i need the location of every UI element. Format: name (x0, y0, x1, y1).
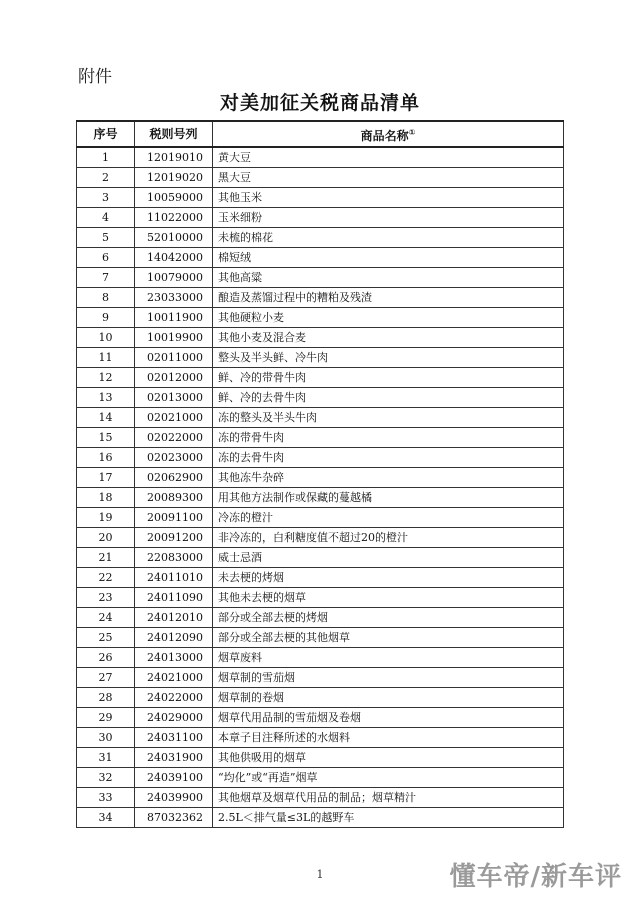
row-goods-name: 未去梗的烤烟 (213, 568, 564, 588)
row-goods-name: 2.5L＜排气量≤3L的越野车 (213, 808, 564, 828)
row-number: 4 (77, 208, 135, 228)
row-goods-name: 冻的带骨牛肉 (213, 428, 564, 448)
row-goods-name: 其他硬粒小麦 (213, 308, 564, 328)
row-number: 5 (77, 228, 135, 248)
row-tariff-code: 24011090 (135, 588, 213, 608)
table-row (77, 588, 564, 608)
table-row (77, 468, 564, 488)
table-row (77, 648, 564, 668)
table-body (77, 147, 564, 828)
table-row (77, 388, 564, 408)
row-tariff-code: 24012090 (135, 628, 213, 648)
row-goods-name: 用其他方法制作或保藏的蔓越橘 (213, 488, 564, 508)
row-number: 14 (77, 408, 135, 428)
row-goods-name: 冻的整头及半头牛肉 (213, 408, 564, 428)
row-tariff-code: 20091100 (135, 508, 213, 528)
row-number: 23 (77, 588, 135, 608)
row-tariff-code: 10019900 (135, 328, 213, 348)
table-row (77, 408, 564, 428)
table-row (77, 508, 564, 528)
row-tariff-code: 10011900 (135, 308, 213, 328)
table-row (77, 528, 564, 548)
annex-label: 附件 (78, 67, 112, 87)
row-tariff-code: 02013000 (135, 388, 213, 408)
row-tariff-code: 23033000 (135, 288, 213, 308)
row-number: 3 (77, 188, 135, 208)
row-number: 6 (77, 248, 135, 268)
row-number: 21 (77, 548, 135, 568)
row-number: 13 (77, 388, 135, 408)
row-tariff-code: 10059000 (135, 188, 213, 208)
row-goods-name: 其他冻牛杂碎 (213, 468, 564, 488)
row-tariff-code: 24022000 (135, 688, 213, 708)
row-tariff-code: 22083000 (135, 548, 213, 568)
table-row (77, 168, 564, 188)
row-goods-name: 烟草代用品制的雪茄烟及卷烟 (213, 708, 564, 728)
row-number: 17 (77, 468, 135, 488)
row-goods-name: 烟草制的卷烟 (213, 688, 564, 708)
table-row (77, 147, 564, 168)
row-number: 25 (77, 628, 135, 648)
row-goods-name: 酿造及蒸馏过程中的糟粕及残渣 (213, 288, 564, 308)
row-tariff-code: 02062900 (135, 468, 213, 488)
table-row (77, 728, 564, 748)
table-row (77, 228, 564, 248)
table-header-row (77, 121, 564, 147)
footnote-marker: ① (408, 127, 416, 137)
row-tariff-code: 02011000 (135, 348, 213, 368)
row-number: 22 (77, 568, 135, 588)
table-row (77, 348, 564, 368)
table-row (77, 448, 564, 468)
row-number: 26 (77, 648, 135, 668)
row-number: 30 (77, 728, 135, 748)
row-tariff-code: 02012000 (135, 368, 213, 388)
watermark: 懂车帝/新车评 (449, 862, 622, 892)
row-goods-name: 玉米细粉 (213, 208, 564, 228)
table-row (77, 488, 564, 508)
row-tariff-code: 12019020 (135, 168, 213, 188)
document-title: 对美加征关税商品清单 (219, 92, 420, 114)
row-tariff-code: 24031100 (135, 728, 213, 748)
row-goods-name: 部分或全部去梗的烤烟 (213, 608, 564, 628)
row-number: 7 (77, 268, 135, 288)
row-goods-name: 其他烟草及烟草代用品的制品；烟草精汁 (213, 788, 564, 808)
table-row (77, 568, 564, 588)
row-goods-name: 鲜、冷的带骨牛肉 (213, 368, 564, 388)
row-tariff-code: 02023000 (135, 448, 213, 468)
table-row (77, 668, 564, 688)
row-number: 16 (77, 448, 135, 468)
table-row (77, 768, 564, 788)
row-tariff-code: 52010000 (135, 228, 213, 248)
table-row (77, 748, 564, 768)
row-goods-name: 整头及半头鲜、冷牛肉 (213, 348, 564, 368)
row-goods-name: 本章子目注释所述的水烟料 (213, 728, 564, 748)
row-tariff-code: 24013000 (135, 648, 213, 668)
row-tariff-code: 87032362 (135, 808, 213, 828)
row-goods-name: 其他玉米 (213, 188, 564, 208)
row-goods-name: 其他未去梗的烟草 (213, 588, 564, 608)
row-goods-name: 黑大豆 (213, 168, 564, 188)
row-goods-name: 烟草废料 (213, 648, 564, 668)
table-row (77, 308, 564, 328)
row-goods-name: 威士忌酒 (213, 548, 564, 568)
table-row (77, 608, 564, 628)
table-row (77, 188, 564, 208)
table-row (77, 248, 564, 268)
row-goods-name: 黄大豆 (213, 147, 564, 168)
row-number: 32 (77, 768, 135, 788)
row-goods-name: 非冷冻的，白利糖度值不超过20的橙汁 (213, 528, 564, 548)
row-number: 8 (77, 288, 135, 308)
row-goods-name: 鲜、冷的去骨牛肉 (213, 388, 564, 408)
row-number: 20 (77, 528, 135, 548)
row-tariff-code: 02021000 (135, 408, 213, 428)
table-row (77, 788, 564, 808)
row-tariff-code: 24039900 (135, 788, 213, 808)
column-header-name (213, 121, 564, 147)
row-tariff-code: 24011010 (135, 568, 213, 588)
row-goods-name: 烟草制的雪茄烟 (213, 668, 564, 688)
row-number: 12 (77, 368, 135, 388)
row-number: 1 (77, 147, 135, 168)
table-row (77, 548, 564, 568)
column-header-no: 序号 (77, 121, 135, 147)
row-tariff-code: 14042000 (135, 248, 213, 268)
row-number: 34 (77, 808, 135, 828)
row-number: 27 (77, 668, 135, 688)
tariff-goods-table (76, 120, 564, 828)
row-tariff-code: 24021000 (135, 668, 213, 688)
row-number: 24 (77, 608, 135, 628)
table-row (77, 288, 564, 308)
row-goods-name: 冻的去骨牛肉 (213, 448, 564, 468)
row-goods-name: 部分或全部去梗的其他烟草 (213, 628, 564, 648)
table-row (77, 268, 564, 288)
row-number: 15 (77, 428, 135, 448)
row-goods-name: 其他高粱 (213, 268, 564, 288)
row-tariff-code: 24029000 (135, 708, 213, 728)
row-tariff-code: 24012010 (135, 608, 213, 628)
row-number: 28 (77, 688, 135, 708)
table-row (77, 368, 564, 388)
table-row (77, 708, 564, 728)
table-row (77, 208, 564, 228)
row-number: 10 (77, 328, 135, 348)
row-number: 18 (77, 488, 135, 508)
table-row (77, 688, 564, 708)
table-row (77, 328, 564, 348)
row-number: 33 (77, 788, 135, 808)
column-header-name-text: 商品名称 (360, 128, 409, 143)
table-row (77, 808, 564, 828)
row-goods-name: 棉短绒 (213, 248, 564, 268)
row-number: 19 (77, 508, 135, 528)
row-goods-name: “均化”或“再造”烟草 (213, 768, 564, 788)
row-tariff-code: 20089300 (135, 488, 213, 508)
row-number: 2 (77, 168, 135, 188)
row-tariff-code: 11022000 (135, 208, 213, 228)
row-goods-name: 未梳的棉花 (213, 228, 564, 248)
row-tariff-code: 20091200 (135, 528, 213, 548)
row-number: 11 (77, 348, 135, 368)
table-row (77, 428, 564, 448)
row-number: 31 (77, 748, 135, 768)
row-goods-name: 其他小麦及混合麦 (213, 328, 564, 348)
row-tariff-code: 10079000 (135, 268, 213, 288)
row-tariff-code: 24039100 (135, 768, 213, 788)
row-goods-name: 冷冻的橙汁 (213, 508, 564, 528)
row-number: 9 (77, 308, 135, 328)
row-tariff-code: 12019010 (135, 147, 213, 168)
row-tariff-code: 24031900 (135, 748, 213, 768)
row-goods-name: 其他供吸用的烟草 (213, 748, 564, 768)
column-header-code: 税则号列 (135, 121, 213, 147)
row-tariff-code: 02022000 (135, 428, 213, 448)
row-number: 29 (77, 708, 135, 728)
table-row (77, 628, 564, 648)
page-number: 1 (316, 868, 324, 881)
